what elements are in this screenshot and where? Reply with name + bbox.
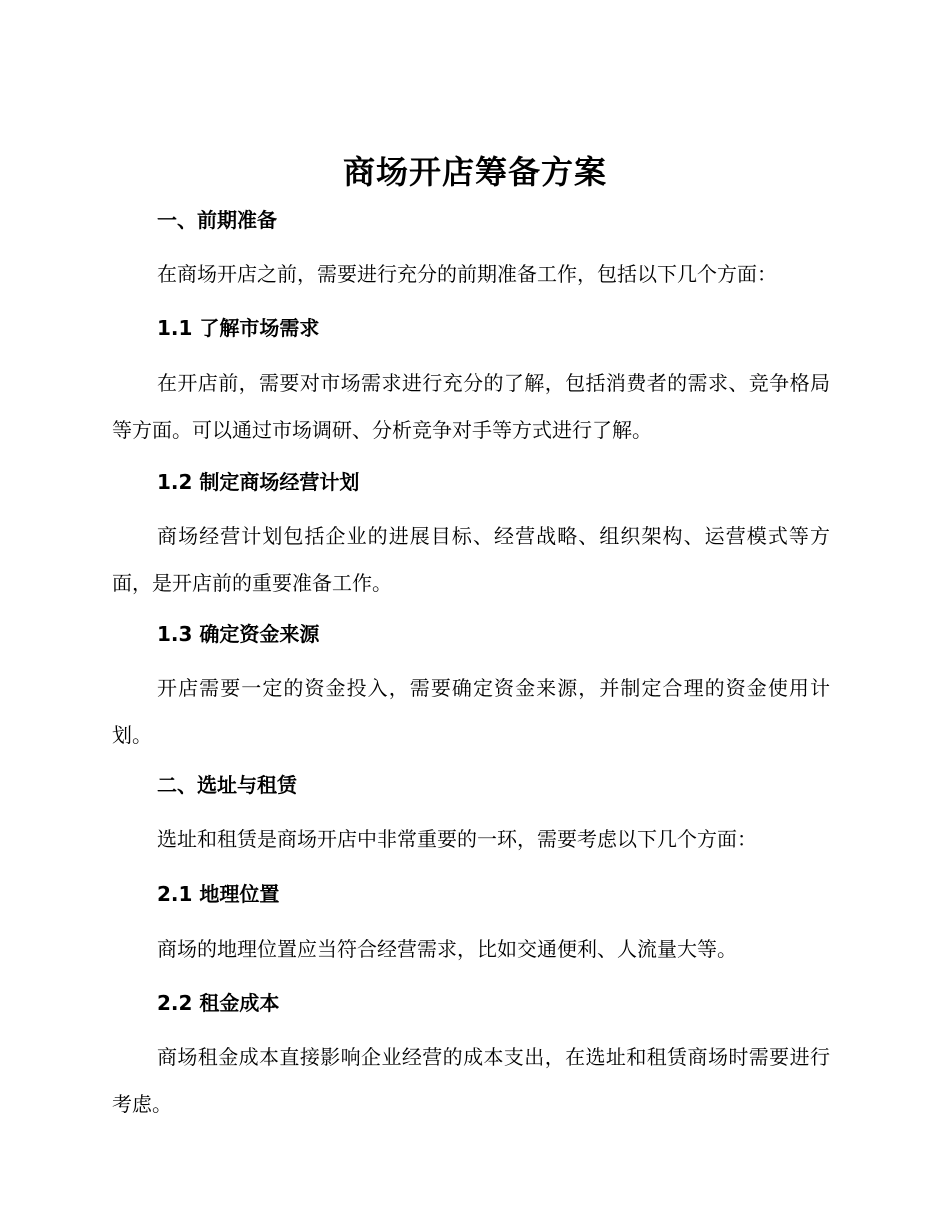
section-heading-2: 二、选址与租赁 — [157, 773, 297, 797]
section-intro-2: 选址和租赁是商场开店中非常重要的一环，需要考虑以下几个方面： — [157, 827, 757, 851]
subsection-heading-1-2: 1.2 制定商场经营计划 — [157, 470, 360, 494]
subsection-body-1-2: 商场经营计划包括企业的进展目标、经营战略、组织架构、运营模式等方面，是开店前的重要准备工作。 — [112, 524, 830, 595]
document-title: 商场开店筹备方案 — [342, 153, 607, 191]
subsection-body-2-2: 商场租金成本直接影响企业经营的成本支出，在选址和租赁商场时需要进行考虑。 — [112, 1045, 830, 1116]
section-heading-1: 一、前期准备 — [157, 208, 277, 232]
subsection-heading-1-1: 1.1 了解市场需求 — [157, 316, 320, 340]
subsection-heading-1-3: 1.3 确定资金来源 — [157, 622, 320, 646]
subsection-body-1-1: 在开店前，需要对市场需求进行充分的了解，包括消费者的需求、竞争格局等方面。可以通过市场调研、分析竞争对手等方式进行了解。 — [112, 371, 830, 442]
subsection-heading-2-1: 2.1 地理位置 — [157, 882, 280, 906]
subsection-body-2-1: 商场的地理位置应当符合经营需求，比如交通便利、人流量大等。 — [157, 937, 737, 961]
subsection-body-1-3: 开店需要一定的资金投入，需要确定资金来源，并制定合理的资金使用计划。 — [112, 676, 830, 747]
section-intro-1: 在商场开店之前，需要进行充分的前期准备工作，包括以下几个方面： — [157, 262, 777, 286]
subsection-heading-2-2: 2.2 租金成本 — [157, 991, 280, 1015]
